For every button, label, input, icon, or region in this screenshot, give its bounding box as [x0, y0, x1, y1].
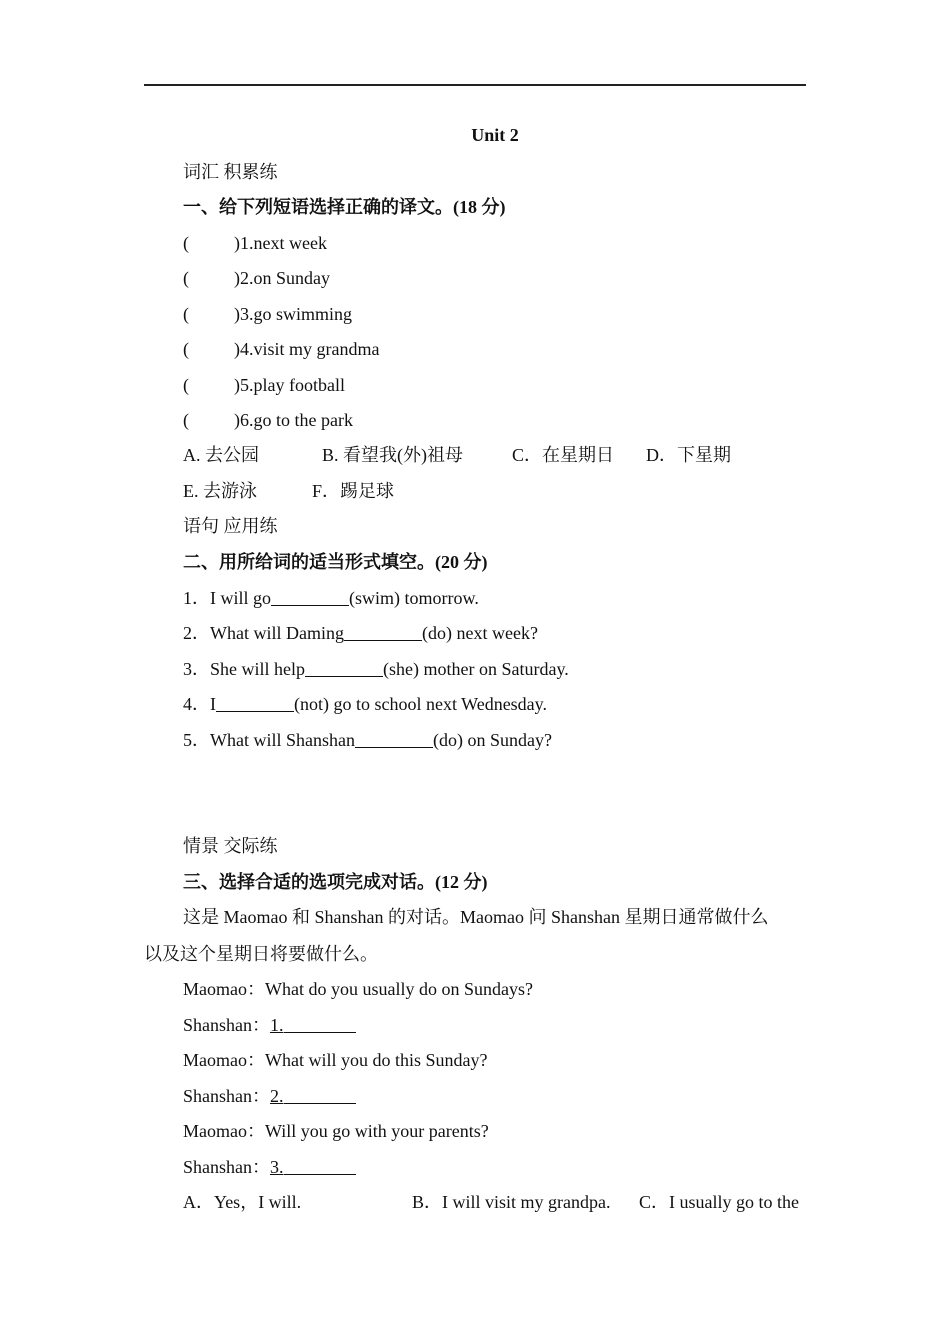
section3-category: 情景 交际练 — [183, 836, 278, 856]
section1-category: 词汇 积累练 — [183, 162, 278, 182]
dialogue-option-b: B．I will visit my grandpa. — [412, 1192, 611, 1212]
list-item: ( )5.play football — [183, 375, 345, 395]
section1-heading: 一、给下列短语选择正确的译文。(18 分) — [183, 197, 506, 217]
answer-blank[interactable] — [355, 729, 433, 748]
header-rule — [144, 84, 806, 86]
section3-intro: 这是 Maomao 和 Shanshan 的对话。Maomao 问 Shanshan 星期日通常做什么 — [183, 907, 769, 927]
dialogue-line: Shanshan：1. — [183, 1013, 356, 1037]
dialogue-option-c: C．I usually go to the — [639, 1192, 799, 1212]
list-item: ( )4.visit my grandma — [183, 339, 380, 359]
fill-item: 2．What will Daming (do) next week? — [183, 623, 538, 643]
list-item: ( )6.go to the park — [183, 410, 353, 430]
answer-blank[interactable] — [305, 658, 383, 677]
option-d: D．下星期 — [646, 445, 731, 465]
answer-blank[interactable] — [284, 1014, 356, 1033]
dialogue-line: Maomao：Will you go with your parents? — [183, 1121, 489, 1141]
answer-blank[interactable] — [344, 622, 422, 641]
list-item: ( )2.on Sunday — [183, 268, 330, 288]
answer-blank[interactable] — [271, 587, 349, 606]
option-e: E. 去游泳 — [183, 481, 257, 501]
option-a: A. 去公园 — [183, 445, 259, 465]
option-f: F．踢足球 — [312, 481, 395, 501]
section2-category: 语句 应用练 — [183, 516, 278, 536]
fill-item: 5．What will Shanshan (do) on Sunday? — [183, 730, 552, 750]
answer-number: 1. — [270, 1015, 284, 1035]
dialogue-line: Shanshan：2. — [183, 1084, 356, 1108]
dialogue-line: Shanshan：3. — [183, 1155, 356, 1179]
answer-number: 3. — [270, 1157, 284, 1177]
dialogue-option-a: A．Yes，I will. — [183, 1192, 302, 1212]
dialogue-line: Maomao：What will you do this Sunday? — [183, 1050, 488, 1070]
dialogue-line: Maomao：What do you usually do on Sundays? — [183, 979, 533, 999]
page-title: Unit 2 — [471, 125, 519, 145]
option-c: C．在星期日 — [512, 445, 615, 465]
answer-blank[interactable] — [216, 693, 294, 712]
answer-blank[interactable] — [284, 1085, 356, 1104]
section2-heading: 二、用所给词的适当形式填空。(20 分) — [183, 552, 488, 572]
answer-number: 2. — [270, 1086, 284, 1106]
fill-item: 3．She will help (she) mother on Saturday. — [183, 659, 569, 679]
list-item: ( )3.go swimming — [183, 304, 353, 324]
fill-item: 4．I (not) go to school next Wednesday. — [183, 694, 548, 714]
answer-blank[interactable] — [284, 1156, 356, 1175]
list-item: ( )1.next week — [183, 233, 327, 253]
fill-item: 1．I will go (swim) tomorrow. — [183, 588, 479, 608]
option-b: B. 看望我(外)祖母 — [322, 445, 463, 465]
section3-intro-cont: 以及这个星期日将要做什么。 — [144, 944, 378, 964]
section3-heading: 三、选择合适的选项完成对话。(12 分) — [183, 872, 488, 892]
